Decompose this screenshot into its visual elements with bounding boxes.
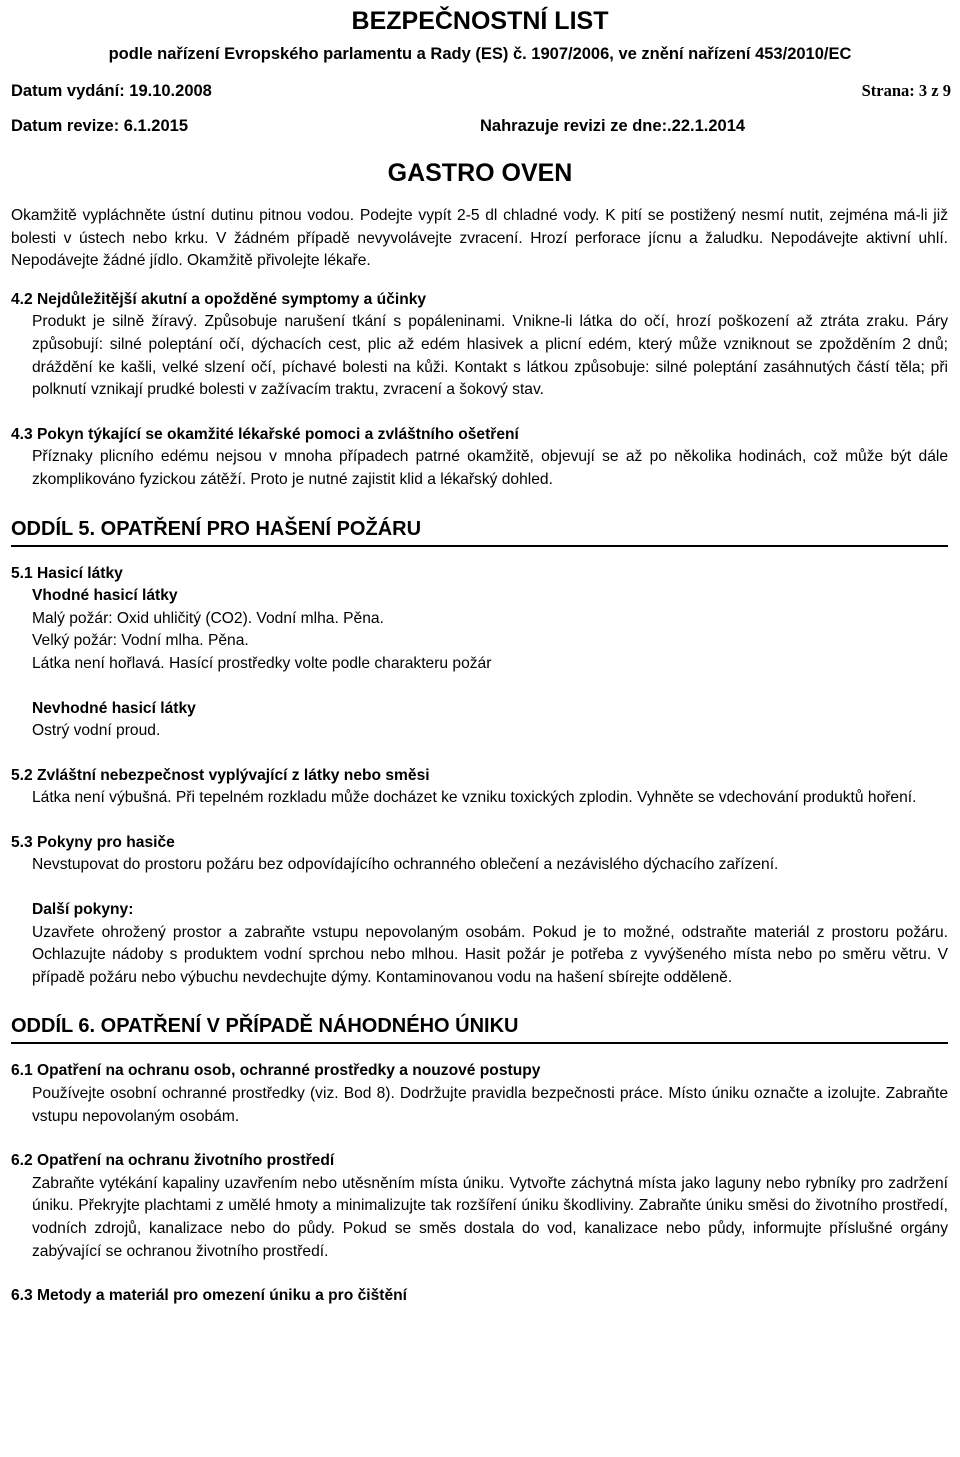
unsuitable-agents-text: Ostrý vodní proud. <box>32 722 161 740</box>
text-4-3: Příznaky plicního edému nejsou v mnoha případech patrné okamžitě, objevují se až po několika hodinách, což může být dále zkomplikováno fyzickou zátěží. Proto je nutné zajistit klid a lékařský dohled. <box>32 448 948 488</box>
heading-6-1: 6.1 Opatření na ochranu osob, ochranné prostředky a nouzové postupy <box>11 1062 541 1080</box>
unsuitable-agents-heading: Nevhodné hasicí látky <box>32 699 196 717</box>
section-5-title: ODDÍL 5. OPATŘENÍ PRO HAŠENÍ POŽÁRU <box>11 516 948 547</box>
page-number: Strana: 3 z 9 <box>861 81 951 100</box>
heading-5-2: 5.2 Zvláštní nebezpečnost vyplývající z látky nebo směsi <box>11 766 430 784</box>
text-5-2: Látka není výbušná. Při tepelném rozkladu může docházet ke vzniku toxických zplodin. Vyhněte se vdechování produktů hoření. <box>32 789 917 807</box>
heading-5-1: 5.1 Hasicí látky <box>11 564 123 582</box>
document-title: BEZPEČNOSTNÍ LIST <box>351 7 609 35</box>
further-instructions-text: Uzavřete ohrožený prostor a zabraňte vstupu nepovolaným osobám. Pokud je to možné, odstraňte materiál z prostoru požáru. Ochlazujte nádoby s produktem vodní sprchou nebo mlhou. Hasit požár je potřeba z vyvýšeného místa nebo po směru větru. V případě požáru nebo výbuchu nevdechujte dýmy. Kontaminovanou vodu na hašení sbírejte odděleně. <box>32 923 948 986</box>
first-aid-ingestion-text: Okamžitě vypláchněte ústní dutinu pitnou vodou. Podejte vypít 2-5 dl chladné vody. K pití se postižený nesmí nutit, zejména má-li již bolesti v ústech nebo krku. V žádném případě nevyvolávejte zvracení. Hrozí perforace jícnu a žaludku. Nepodávejte aktivní uhlí. Nepodávejte žádné jídlo. Okamžitě přivolejte lékaře. <box>11 207 948 270</box>
issue-date: Datum vydání: 19.10.2008 <box>11 82 212 100</box>
heading-6-2: 6.2 Opatření na ochranu životního prostředí <box>11 1152 335 1170</box>
text-4-2: Produkt je silně žíravý. Způsobuje narušení tkání s popáleninami. Vnikne-li látka do očí, hrozí poškození až ztráta zraku. Páry způsobují: silné poleptání očí, dýchacích cest, plic až edém hlasivek a plicní edém, který může vzniknout se zpožděním 2 dnů; dráždění ke kašli, velké slzení očí, píchavé bolesti na kůži. Kontakt s látkou způsobuje: silné poleptání zasáhnutých částí těla; při polknutí vznikají prudké bolesti v zažívacím traktu, zvracení a šokový stav. <box>32 313 948 399</box>
further-instructions-heading: Další pokyny: <box>32 901 134 919</box>
heading-4-2: 4.2 Nejdůležitější akutní a opožděné symptomy a účinky <box>11 290 427 308</box>
revision-date: Datum revize: 6.1.2015 <box>11 117 189 135</box>
suitable-agent-line: Malý požár: Oxid uhličitý (CO2). Vodní mlha. Pěna. <box>32 609 384 627</box>
suitable-agents-heading: Vhodné hasicí látky <box>32 587 178 605</box>
text-6-1: Používejte osobní ochranné prostředky (viz. Bod 8). Dodržujte pravidla bezpečnosti práce. Místo úniku označte a izolujte. Zabraňte vstupu nepovolaným osobám. <box>32 1085 948 1125</box>
section-6-title: ODDÍL 6. OPATŘENÍ V PŘÍPADĚ NÁHODNÉHO ÚNIKU <box>11 1013 948 1044</box>
product-name: GASTRO OVEN <box>387 159 573 187</box>
text-5-3: Nevstupovat do prostoru požáru bez odpovídajícího ochranného oblečení a nezávislého dýchacího zařízení. <box>32 856 779 874</box>
suitable-agent-line: Látka není hořlavá. Hasící prostředky volte podle charakteru požár <box>32 654 492 672</box>
text-6-2: Zabraňte vytékání kapaliny uzavřením nebo utěsněním místa úniku. Vytvořte záchytná místa jako laguny nebo rybníky pro zadržení úniku. Překryjte plachtami z umělé hmoty a minimalizujte tak rozšíření úniku škodliviny. Zabraňte úniku směsi do životního prostředí, vodních zdrojů, kanalizace nebo do půdy. Pokud se směs dostala do vod, kanalizace nebo půdy, informujte příslušné orgány zabývající se ochranou životního prostředí. <box>32 1174 948 1260</box>
heading-5-3: 5.3 Pokyny pro hasiče <box>11 833 175 851</box>
heading-6-3: 6.3 Metody a materiál pro omezení úniku a pro čištění <box>11 1287 408 1305</box>
heading-4-3: 4.3 Pokyn týkající se okamžité lékařské pomoci a zvláštního ošetření <box>11 425 519 443</box>
document-body <box>11 205 948 1308</box>
suitable-agent-line: Velký požár: Vodní mlha. Pěna. <box>32 632 249 650</box>
regulation-line: podle nařízení Evropského parlamentu a Rady (ES) č. 1907/2006, ve znění nařízení 453/2010/EC <box>108 45 852 63</box>
replaces-revision: Nahrazuje revizi ze dne:.22.1.2014 <box>480 117 746 135</box>
